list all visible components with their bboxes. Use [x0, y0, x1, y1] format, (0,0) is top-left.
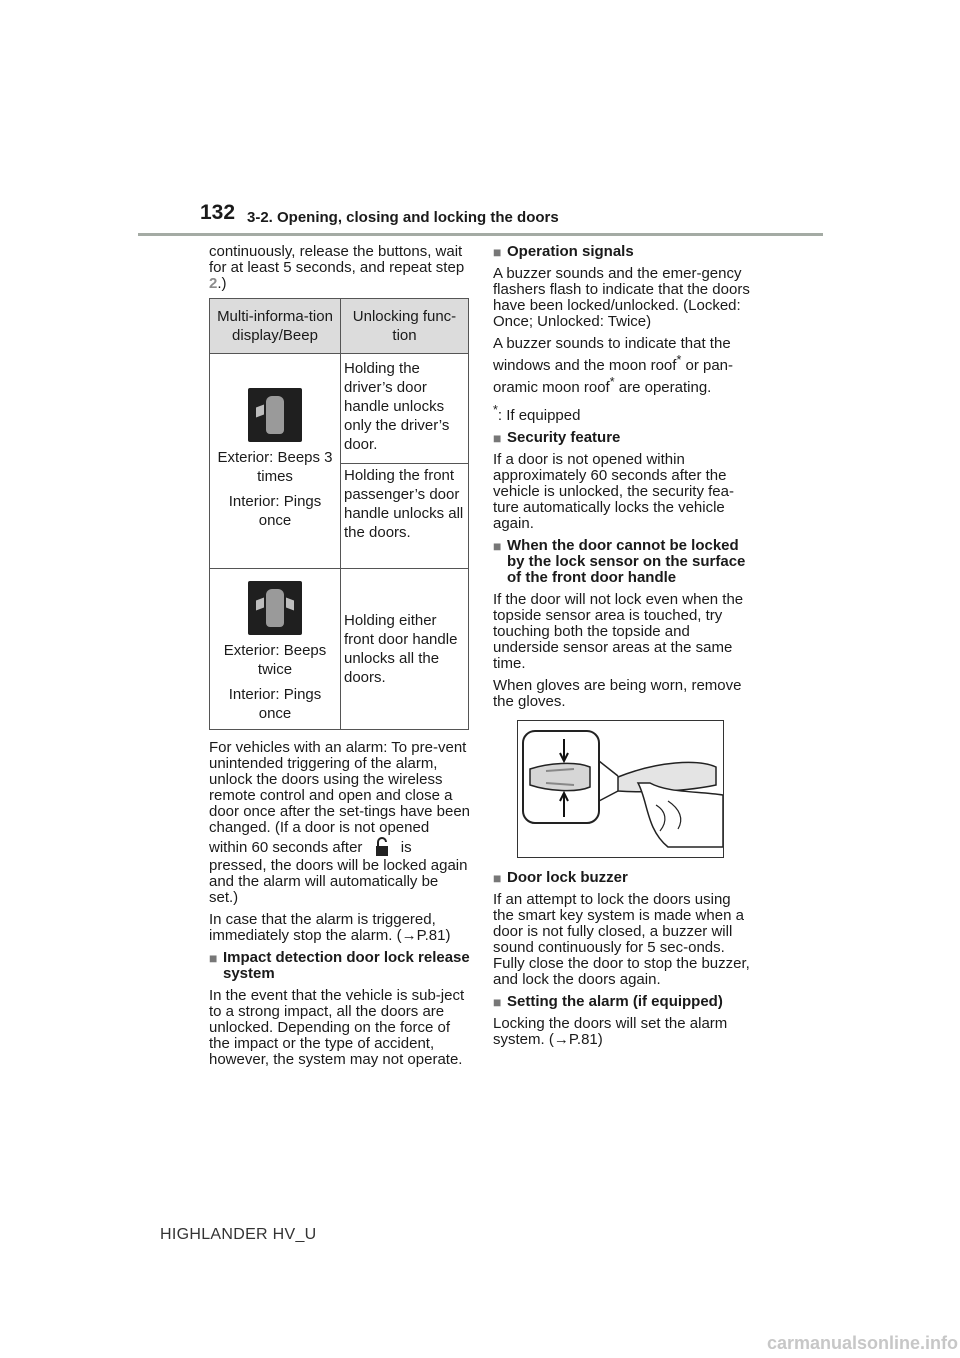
- impact-text: In the event that the vehicle is sub-ject to a strong impact, all the doors are unlocked. Depending on the force of the impact or the type of accident, however, the system may not operate.: [209, 987, 465, 1068]
- all-doors-open-icon: [248, 581, 302, 635]
- footnote: *: If equipped: [493, 403, 581, 424]
- security-text: If a door is not opened within approximately 60 seconds after the vehicle is unlocked, the security fea-ture automatically locks the vehicle again.: [493, 451, 734, 532]
- row2-interior: Interior: Pings once: [228, 686, 322, 722]
- setting-alarm-text: Locking the doors will set the alarm system. (→P.81): [493, 1015, 728, 1048]
- padlock-icon: [371, 836, 393, 858]
- header-rule: [138, 233, 823, 236]
- table-header-function: Unlocking func-tion: [341, 299, 469, 354]
- step-reference[interactable]: 2: [209, 275, 218, 292]
- watermark: carmanualsonline.info: [766, 1333, 958, 1353]
- table-cell-display-1: [210, 354, 341, 569]
- row1-function-a: Holding the driver’s door handle unlocks only the driver’s door.: [341, 354, 469, 464]
- right-column: [493, 244, 755, 1054]
- operation-signals-text-2: A buzzer sounds to indicate that the windows and the moon roof* or pan-oramic moon roof* are operating.: [493, 335, 734, 396]
- door-lock-buzzer-text: If an attempt to lock the doors using the smart key system is made when a door is not fully closed, a buzzer will sound continuously for 5 sec-onds. Fully close the door to stop the buzzer, and lock the doors again.: [493, 891, 750, 988]
- heading-marker-icon: ■: [493, 870, 502, 886]
- heading-marker-icon: ■: [493, 538, 502, 554]
- table-cell-display-2: [210, 569, 341, 730]
- operation-signals-text-1: A buzzer sounds and the emer-gency flashers flash to indicate that the doors have been locked/unlocked. (Locked: Once; Unlocked: Twice): [493, 265, 750, 330]
- alarm-triggered-text: In case that the alarm is triggered, immediately stop the alarm. (→P.81): [209, 911, 451, 944]
- intro-text: continuously, release the buttons, wait for at least 5 seconds, and repeat step: [209, 243, 465, 276]
- heading-marker-icon: ■: [493, 994, 502, 1010]
- left-column: [209, 244, 471, 1074]
- lock-sensor-heading: ■ When the door cannot be locked by the lock sensor on the surface of the front door handle: [493, 537, 746, 586]
- door-lock-buzzer-heading: ■ Door lock buzzer: [493, 869, 628, 886]
- security-heading: ■ Security feature: [493, 429, 621, 446]
- row2-exterior: Exterior: Beeps twice: [223, 642, 327, 678]
- intro-end: .): [217, 275, 227, 292]
- row1-function-b: Holding the front passenger’s door handle unlocks all the doors.: [341, 464, 469, 569]
- lock-sensor-text-2: When gloves are being worn, remove the gloves.: [493, 677, 742, 710]
- alarm-text-2: is pressed, the doors will be locked again and the alarm will automatically be set.): [209, 839, 468, 906]
- setting-alarm-heading: ■ Setting the alarm (if equipped): [493, 993, 723, 1010]
- heading-marker-icon: ■: [493, 244, 502, 260]
- alarm-paragraph: [209, 740, 471, 906]
- impact-heading: ■ Impact detection door lock release system: [209, 949, 470, 982]
- door-handle-illustration: [517, 720, 724, 858]
- heading-marker-icon: ■: [493, 430, 502, 446]
- page-number: 132: [200, 201, 236, 224]
- row2-function: Holding either front door handle unlocks all the doors.: [341, 569, 469, 730]
- operation-signals-heading: ■ Operation signals: [493, 243, 634, 260]
- footer-model: HIGHLANDER HV_U: [160, 1226, 317, 1243]
- heading-marker-icon: ■: [209, 950, 218, 966]
- lock-sensor-text-1: If the door will not lock even when the topside sensor area is touched, try touching both the topside and underside sensor areas at the same time.: [493, 591, 744, 672]
- operation-table: [209, 298, 469, 730]
- row1-exterior: Exterior: Beeps 3 times: [217, 449, 333, 485]
- intro-paragraph: [209, 244, 471, 292]
- alarm-text-1: For vehicles with an alarm: To pre-vent unintended triggering of the alarm, unlock the doors using the wireless remote control and open and close a door once after the set-tings have been changed. (If a door is not opened within 60 seconds after: [209, 739, 471, 856]
- driver-door-open-icon: [248, 388, 302, 442]
- table-header-display: Multi-informa-tion display/Beep: [210, 299, 341, 354]
- section-title: 3-2. Opening, closing and locking the doors: [247, 209, 559, 226]
- row1-interior: Interior: Pings once: [228, 493, 322, 529]
